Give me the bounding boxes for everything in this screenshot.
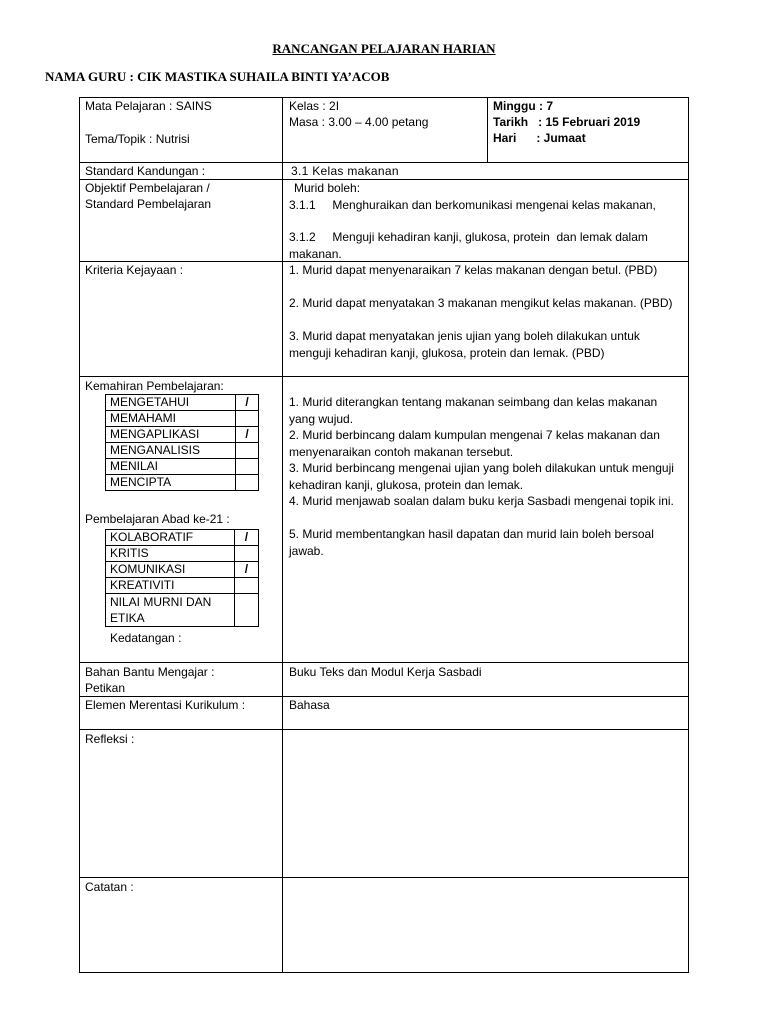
subject-label: Mata Pelajaran : SAINS xyxy=(85,99,212,113)
week-label: Minggu : 7 xyxy=(493,99,553,113)
table-row xyxy=(106,594,259,627)
skill-name: MEMAHAMI xyxy=(106,411,236,427)
table-row xyxy=(106,562,259,578)
pak21-name: NILAI MURNI DAN ETIKA xyxy=(106,594,235,627)
skill-mark xyxy=(236,475,259,491)
success-criteria-item: 2. Murid dapat menyatakan 3 makanan mengikut kelas makanan. (PBD) xyxy=(289,296,673,310)
pak21-name: KOMUNIKASI xyxy=(106,562,235,578)
teaching-aids-label: Bahan Bantu Mengajar : xyxy=(85,665,215,679)
objectives-label-2: Standard Pembelajaran xyxy=(85,197,212,211)
table-border-right xyxy=(688,97,689,973)
pak21-name: KOLABORATIF xyxy=(106,530,235,546)
pak21-label: Pembelajaran Abad ke-21 : xyxy=(85,512,230,526)
table-row xyxy=(106,530,259,546)
teaching-aids-value: Buku Teks dan Modul Kerja Sasbadi xyxy=(289,665,482,679)
skills-table xyxy=(105,394,259,491)
document-title: RANCANGAN PELAJARAN HARIAN xyxy=(272,41,496,56)
teacher-name: NAMA GURU : CIK MASTIKA SUHAILA BINTI YA’ACOB xyxy=(45,69,390,84)
notes-label: Catatan : xyxy=(85,880,134,894)
objective-item: 3.1.2 Menguji kehadiran kanji, glukosa, protein dan lemak dalam makanan. xyxy=(289,230,652,261)
pak21-table xyxy=(105,529,259,627)
header-divider xyxy=(487,97,488,163)
pak21-name: KREATIVITI xyxy=(106,578,235,594)
skill-name: MENCIPTA xyxy=(106,475,236,491)
skill-name: MENGANALISIS xyxy=(106,443,236,459)
content-standard-value: 3.1 Kelas makanan xyxy=(291,164,399,178)
class-label: Kelas : 2I xyxy=(289,99,340,113)
table-row xyxy=(106,427,259,443)
objective-item: 3.1.1 Menghuraikan dan berkomunikasi mengenai kelas makanan, xyxy=(289,198,656,212)
pak21-mark xyxy=(234,578,258,594)
table-border-bottom xyxy=(79,972,689,973)
time-label: Masa : 3.00 – 4.00 petang xyxy=(289,115,429,129)
table-row xyxy=(106,443,259,459)
pak21-name: KRITIS xyxy=(106,546,235,562)
objectives-label: Objektif Pembelajaran / xyxy=(85,181,210,195)
date-label: Tarikh : 15 Februari 2019 xyxy=(493,115,641,129)
lesson-plan-table xyxy=(79,97,689,973)
attendance-label: Kedatangan : xyxy=(110,631,182,645)
table-row xyxy=(106,475,259,491)
activity-item: 5. Murid membentangkan hasil dapatan dan murid lain boleh bersoal jawab. xyxy=(289,527,654,558)
skill-name: MENGAPLIKASI xyxy=(106,427,236,443)
reflection-label: Refleksi : xyxy=(85,732,135,746)
activity-item: 2. Murid berbincang dalam kumpulan mengenai 7 kelas makanan dan menyenaraikan contoh makanan tersebut. xyxy=(289,428,660,459)
table-row xyxy=(106,578,259,594)
cross-curriculum-label: Elemen Merentasi Kurikulum : xyxy=(85,698,246,712)
day-label: Hari : Jumaat xyxy=(493,131,586,145)
skill-mark: / xyxy=(236,427,259,443)
activity-item: 3. Murid berbincang mengenai ujian yang boleh dilakukan untuk menguji kehadiran kanji, glukosa, protein dan lemak. xyxy=(289,461,674,492)
skill-mark xyxy=(236,411,259,427)
skill-mark xyxy=(236,459,259,475)
content-standard-label: Standard Kandungan : xyxy=(85,164,206,178)
activity-item: 4. Murid menjawab soalan dalam buku kerja Sasbadi mengenai topik ini. xyxy=(289,494,674,508)
row-divider xyxy=(79,877,689,878)
skill-name: MENGETAHUI xyxy=(106,395,236,411)
table-row xyxy=(106,411,259,427)
skill-mark: / xyxy=(236,395,259,411)
table-border-left xyxy=(79,97,80,973)
skills-label: Kemahiran Pembelajaran: xyxy=(85,379,224,393)
pak21-mark: / xyxy=(234,562,258,578)
table-row xyxy=(106,459,259,475)
objectives-intro: Murid boleh: xyxy=(294,181,361,195)
table-row xyxy=(106,546,259,562)
success-criteria-label: Kriteria Kejayaan : xyxy=(85,263,184,277)
pak21-mark xyxy=(234,594,258,627)
column-divider xyxy=(282,97,283,973)
topic-label: Tema/Topik : Nutrisi xyxy=(85,132,190,146)
row-divider xyxy=(79,662,689,663)
success-criteria-item: 1. Murid dapat menyenaraikan 7 kelas makanan dengan betul. (PBD) xyxy=(289,263,658,277)
success-criteria-item: 3. Murid dapat menyatakan jenis ujian yang boleh dilakukan untuk menguji kehadiran kanji, glukosa, protein dan lemak. (PBD) xyxy=(289,329,640,360)
cross-curriculum-value: Bahasa xyxy=(289,698,330,712)
table-row xyxy=(106,395,259,411)
row-divider xyxy=(79,729,689,730)
row-divider xyxy=(79,376,689,377)
skill-mark xyxy=(236,443,259,459)
skill-name: MENILAI xyxy=(106,459,236,475)
teaching-aids-label-2: Petikan xyxy=(85,681,126,695)
activity-item: 1. Murid diterangkan tentang makanan seimbang dan kelas makanan yang wujud. xyxy=(289,395,658,426)
pak21-mark: / xyxy=(234,530,258,546)
pak21-mark xyxy=(234,546,258,562)
